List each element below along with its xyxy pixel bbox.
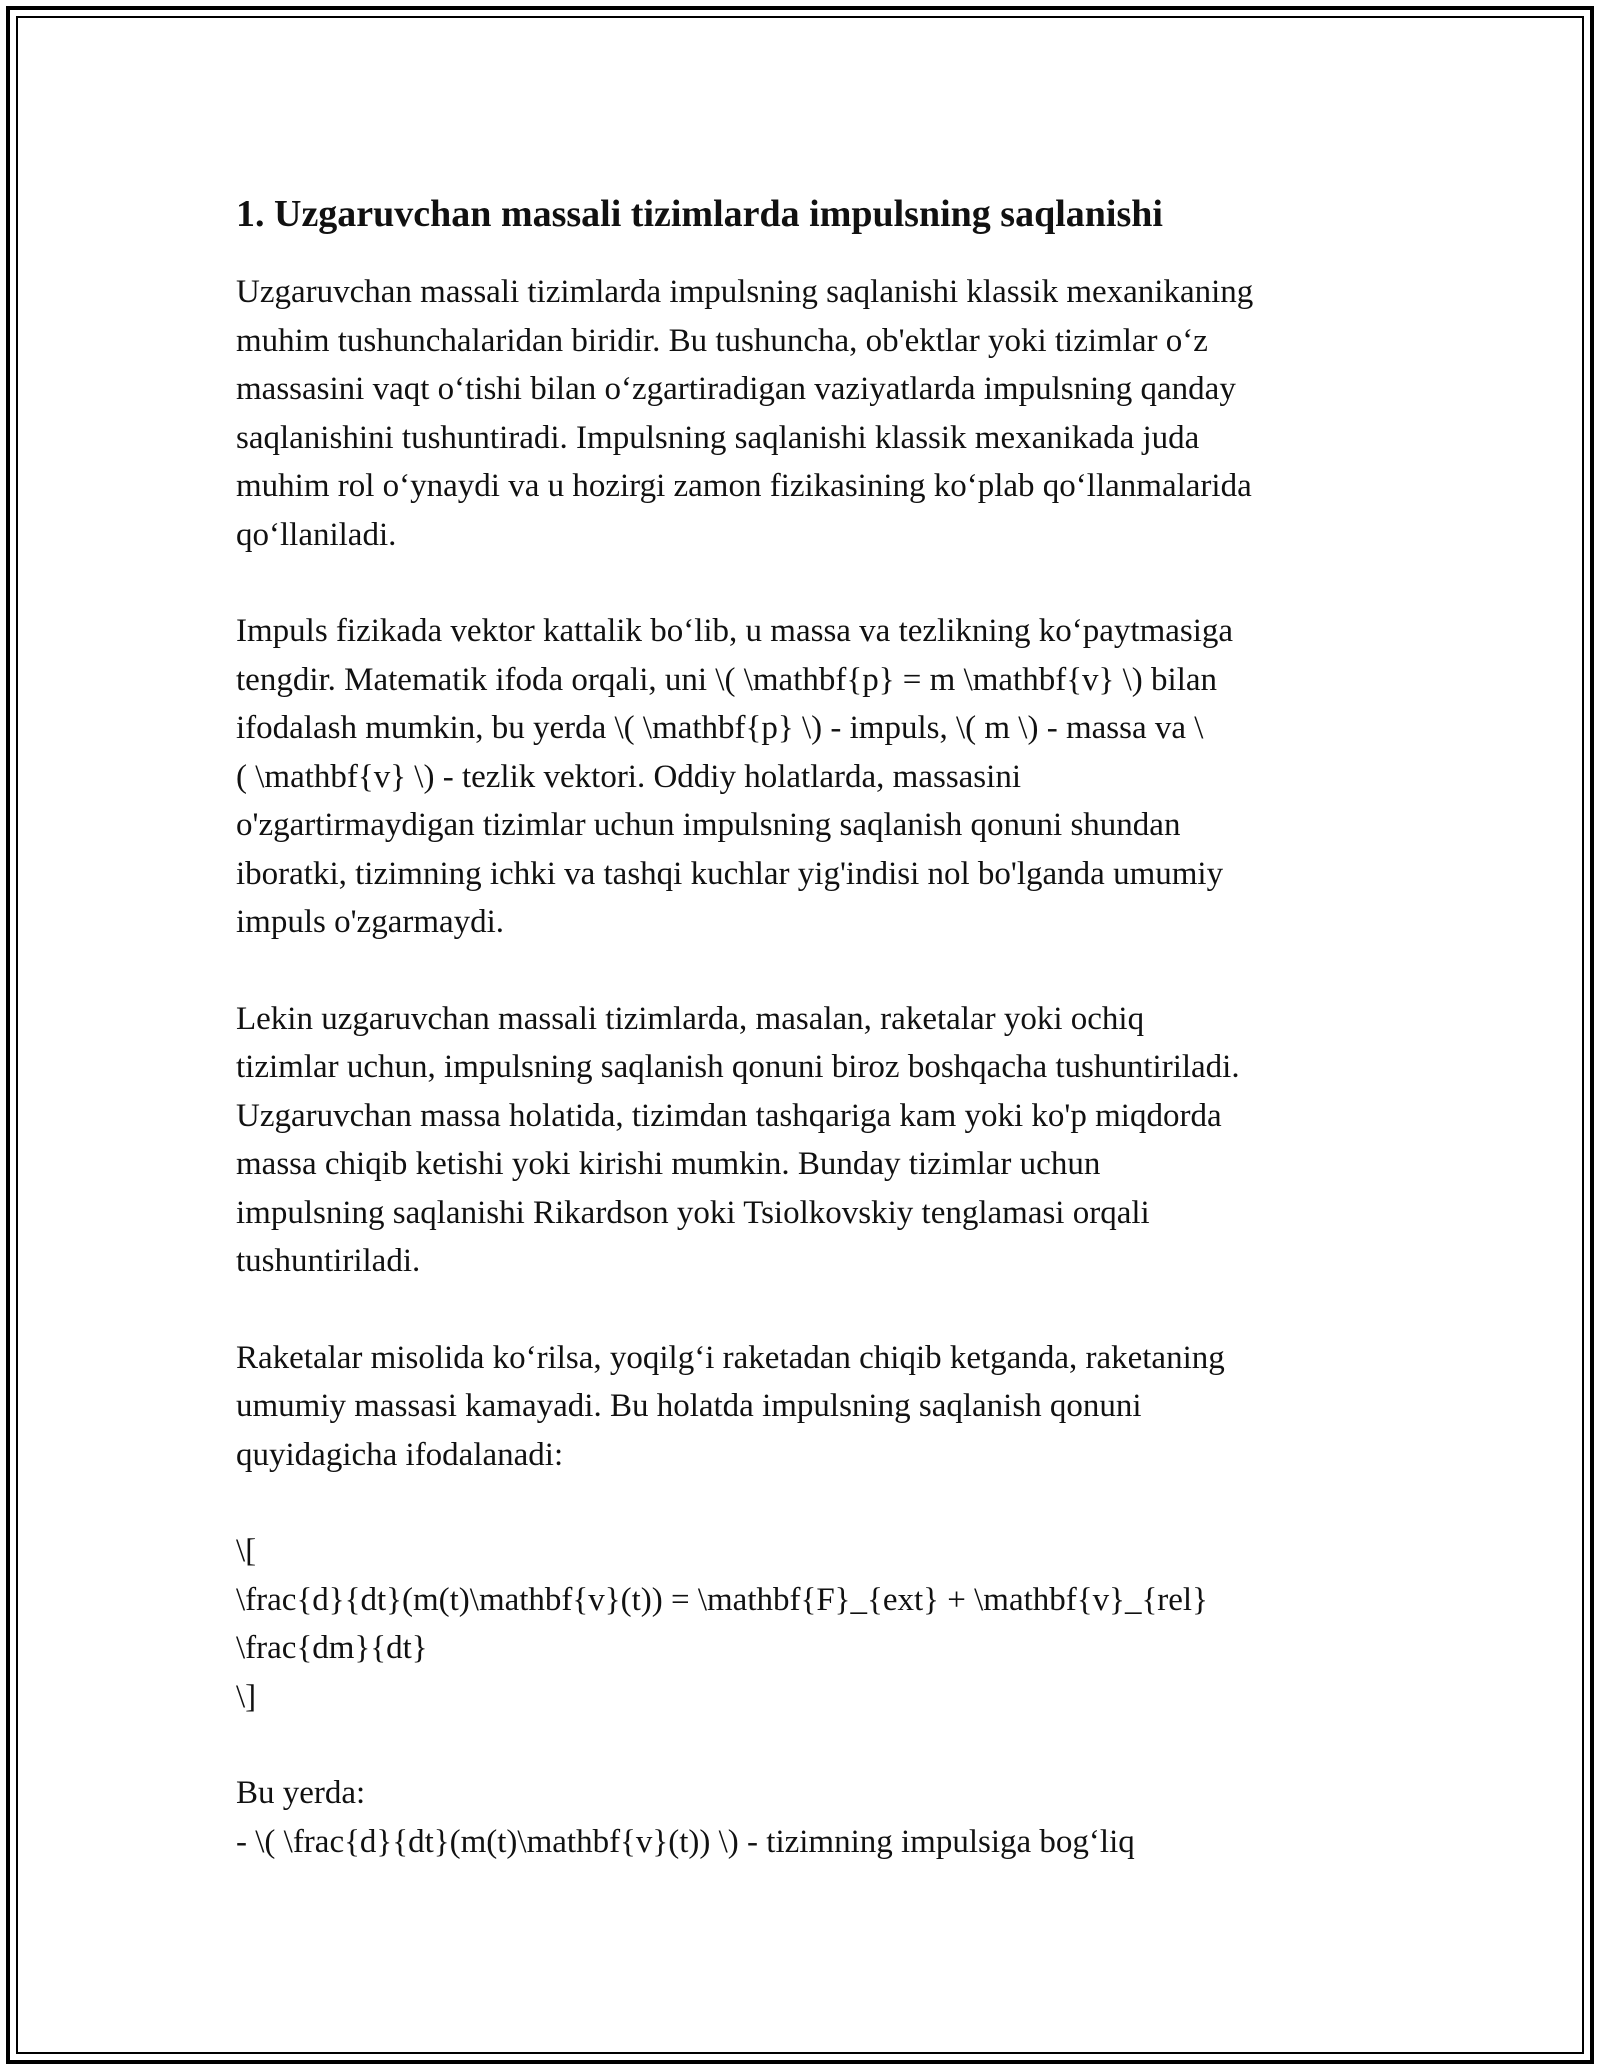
equation-line: \] — [236, 1678, 257, 1715]
paragraph-variable-mass — [236, 995, 1376, 1286]
text-line: tengdir. Matematik ifoda orqali, uni \( \mathbf{p} = m \mathbf{v} \) bilan — [236, 661, 1218, 698]
document-body — [236, 186, 1376, 1914]
text-line: qo‘llaniladi. — [236, 516, 397, 553]
text-line: massasini vaqt o‘tishi bilan o‘zgartiradigan vaziyatlarda impulsning qanday — [236, 371, 1236, 407]
text-line: o'zgartirmaydigan tizimlar uchun impulsning saqlanish qonuni shundan — [236, 807, 1181, 843]
equation-line: \[ — [236, 1533, 257, 1569]
section-heading: 1. Uzgaruvchan massali tizimlarda impulsning saqlanishi — [236, 193, 1163, 235]
paragraph-where — [236, 1769, 1376, 1866]
text-line: muhim rol o‘ynaydi va u hozirgi zamon fizikasining ko‘plab qo‘llanmalarida — [236, 468, 1252, 504]
text-line: tizimlar uchun, impulsning saqlanish qonuni biroz boshqacha tushuntiriladi. — [236, 1049, 1240, 1085]
equation-line: \frac{dm}{dt} — [236, 1630, 428, 1666]
text-line: ifodalash mumkin, bu yerda \( \mathbf{p} \) - impuls, \( m \) - massa va \ — [236, 710, 1204, 746]
text-line: muhim tushunchalaridan biridir. Bu tushuncha, ob'ektlar yoki tizimlar o‘z — [236, 322, 1208, 359]
paragraph-impulse-definition — [236, 607, 1376, 947]
text-line: Uzgaruvchan massali tizimlarda impulsning saqlanishi klassik mexanikaning — [236, 274, 1254, 310]
text-line: ( \mathbf{v} \) - tezlik vektori. Oddiy holatlarda, massasini — [236, 758, 1021, 795]
text-line: saqlanishini tushuntiradi. Impulsning saqlanishi klassik mexanikada juda — [236, 419, 1200, 456]
text-line: Lekin uzgaruvchan massali tizimlarda, masalan, raketalar yoki ochiq — [236, 1000, 1145, 1037]
text-line: Raketalar misolida ko‘rilsa, yoqilg‘i raketadan chiqib ketganda, raketaning — [236, 1339, 1225, 1376]
equation-line: \frac{d}{dt}(m(t)\mathbf{v}(t)) = \mathbf{F}_{ext} + \mathbf{v}_{rel} — [236, 1581, 1208, 1618]
text-line: quyidagicha ifodalanadi: — [236, 1436, 564, 1473]
text-line: umumiy massasi kamayadi. Bu holatda impulsning saqlanish qonuni — [236, 1388, 1142, 1424]
equation-block — [236, 1527, 1376, 1721]
text-line: iboratki, tizimning ichki va tashqi kuchlar yig'indisi nol bo'lganda umumiy — [236, 855, 1224, 892]
text-line: impuls o'zgarmaydi. — [236, 904, 505, 940]
text-line: massa chiqib ketishi yoki kirishi mumkin. Bunday tizimlar uchun — [236, 1146, 1101, 1182]
paragraph-intro — [236, 268, 1376, 559]
text-line: tushuntiriladi. — [236, 1243, 421, 1279]
text-line: Impuls fizikada vektor kattalik bo‘lib, u massa va tezlikning ko‘paytmasiga — [236, 613, 1234, 649]
text-line: Uzgaruvchan massa holatida, tizimdan tashqariga kam yoki ko'p miqdorda — [236, 1097, 1222, 1134]
text-line: impulsning saqlanishi Rikardson yoki Tsiolkovskiy tenglamasi orqali — [236, 1194, 1150, 1231]
text-line: - \( \frac{d}{dt}(m(t)\mathbf{v}(t)) \) - tizimning impulsiga bog‘liq — [236, 1823, 1135, 1860]
paragraph-rocket-example — [236, 1334, 1376, 1480]
text-line: Bu yerda: — [236, 1775, 366, 1811]
